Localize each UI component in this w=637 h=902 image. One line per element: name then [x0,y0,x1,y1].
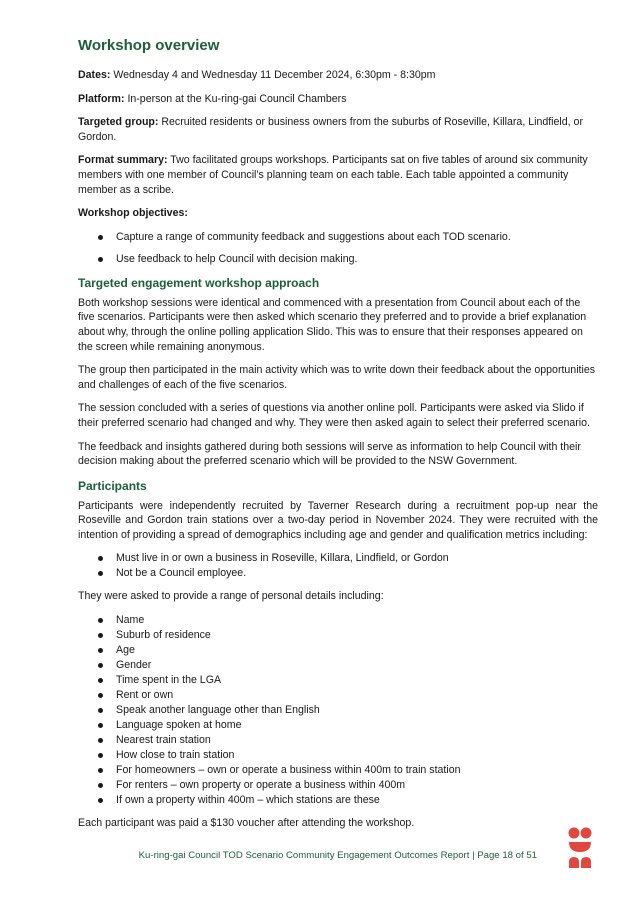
platform-line: Platform: In-person at the Ku-ring-gai Council Chambers [78,92,347,105]
list-item: How close to train station [78,748,598,763]
paragraph: Both workshop sessions were identical and commenced with a presentation from Council about each of the five scenarios. Participants were then asked which scenario they preferred and to provide a brief explanation about why, through the online polling application Slido. This was to ensure that their responses appeared on the screen while remaining anonymous. [78,296,587,353]
page-title: Workshop overview [78,37,220,54]
list-item: If own a property within 400m – which stations are these [78,793,598,808]
list-item: Nearest train station [78,733,598,748]
list-item: Use feedback to help Council with decision making. [78,252,598,267]
paragraph: They were asked to provide a range of personal details including: [78,590,384,603]
paragraph: Each participant was paid a $130 voucher after attending the workshop. [78,817,415,830]
list-item: Capture a range of community feedback and suggestions about each TOD scenario. [78,230,598,245]
list-item: Must live in or own a business in Roseville, Killara, Lindfield, or Gordon [78,551,598,566]
list-item: Time spent in the LGA [78,673,598,688]
format-summary-line: Format summary: Two facilitated groups workshops. Participants sat on five tables of around six community members with one member of Council’s planning team on each table. Each table appointed a community member as a scribe. [78,154,588,196]
paragraph: The group then participated in the main activity which was to write down their feedback about the opportunities and challenges of each of the five scenarios. [78,364,596,391]
section-heading-participants: Participants [78,478,147,493]
list-item: Rent or own [78,688,598,703]
dates-line: Dates: Wednesday 4 and Wednesday 11 December 2024, 6:30pm - 8:30pm [78,69,436,81]
list-item: Suburb of residence [78,628,598,643]
list-item: Not be a Council employee. [78,566,598,581]
list-item: Gender [78,658,598,673]
criteria-list [78,551,598,581]
list-item: For renters – own property or operate a business within 400m [78,778,598,793]
council-logo-icon [567,826,593,870]
section-heading-approach: Targeted engagement workshop approach [78,275,320,290]
targeted-group-line: Targeted group: Recruited residents or business owners from the suburbs of Roseville, Killara, Lindfield, or Gordon. [78,116,583,143]
paragraph: Participants were independently recruited by Taverner Research during a recruitment pop-up near the Roseville and Gordon train stations over a two-day period in November 2024. They were recruited with the intention of providing a spread of demographics including age and gender and qualification metrics including: [78,499,598,541]
page-content [78,36,598,840]
details-list [78,613,598,808]
list-item: Speak another language other than English [78,703,598,718]
list-item: Name [78,613,598,628]
objectives-list [78,230,598,267]
paragraph: The session concluded with a series of questions via another online poll. Participants were asked via Slido if their preferred scenario had changed and why. They were then asked again to select their preferred scenario. [78,402,590,429]
objectives-label: Workshop objectives: [78,207,188,220]
list-item: Age [78,643,598,658]
paragraph: The feedback and insights gathered during both sessions will serve as information to help Council with their decision making about the preferred scenario which will be provided to the NSW Government. [78,440,581,468]
list-item: Language spoken at home [78,718,598,733]
list-item: For homeowners – own or operate a business within 400m to train station [78,763,598,778]
page-footer: Ku-ring-gai Council TOD Scenario Community Engagement Outcomes Report | Page 18 of 51 [138,850,537,861]
